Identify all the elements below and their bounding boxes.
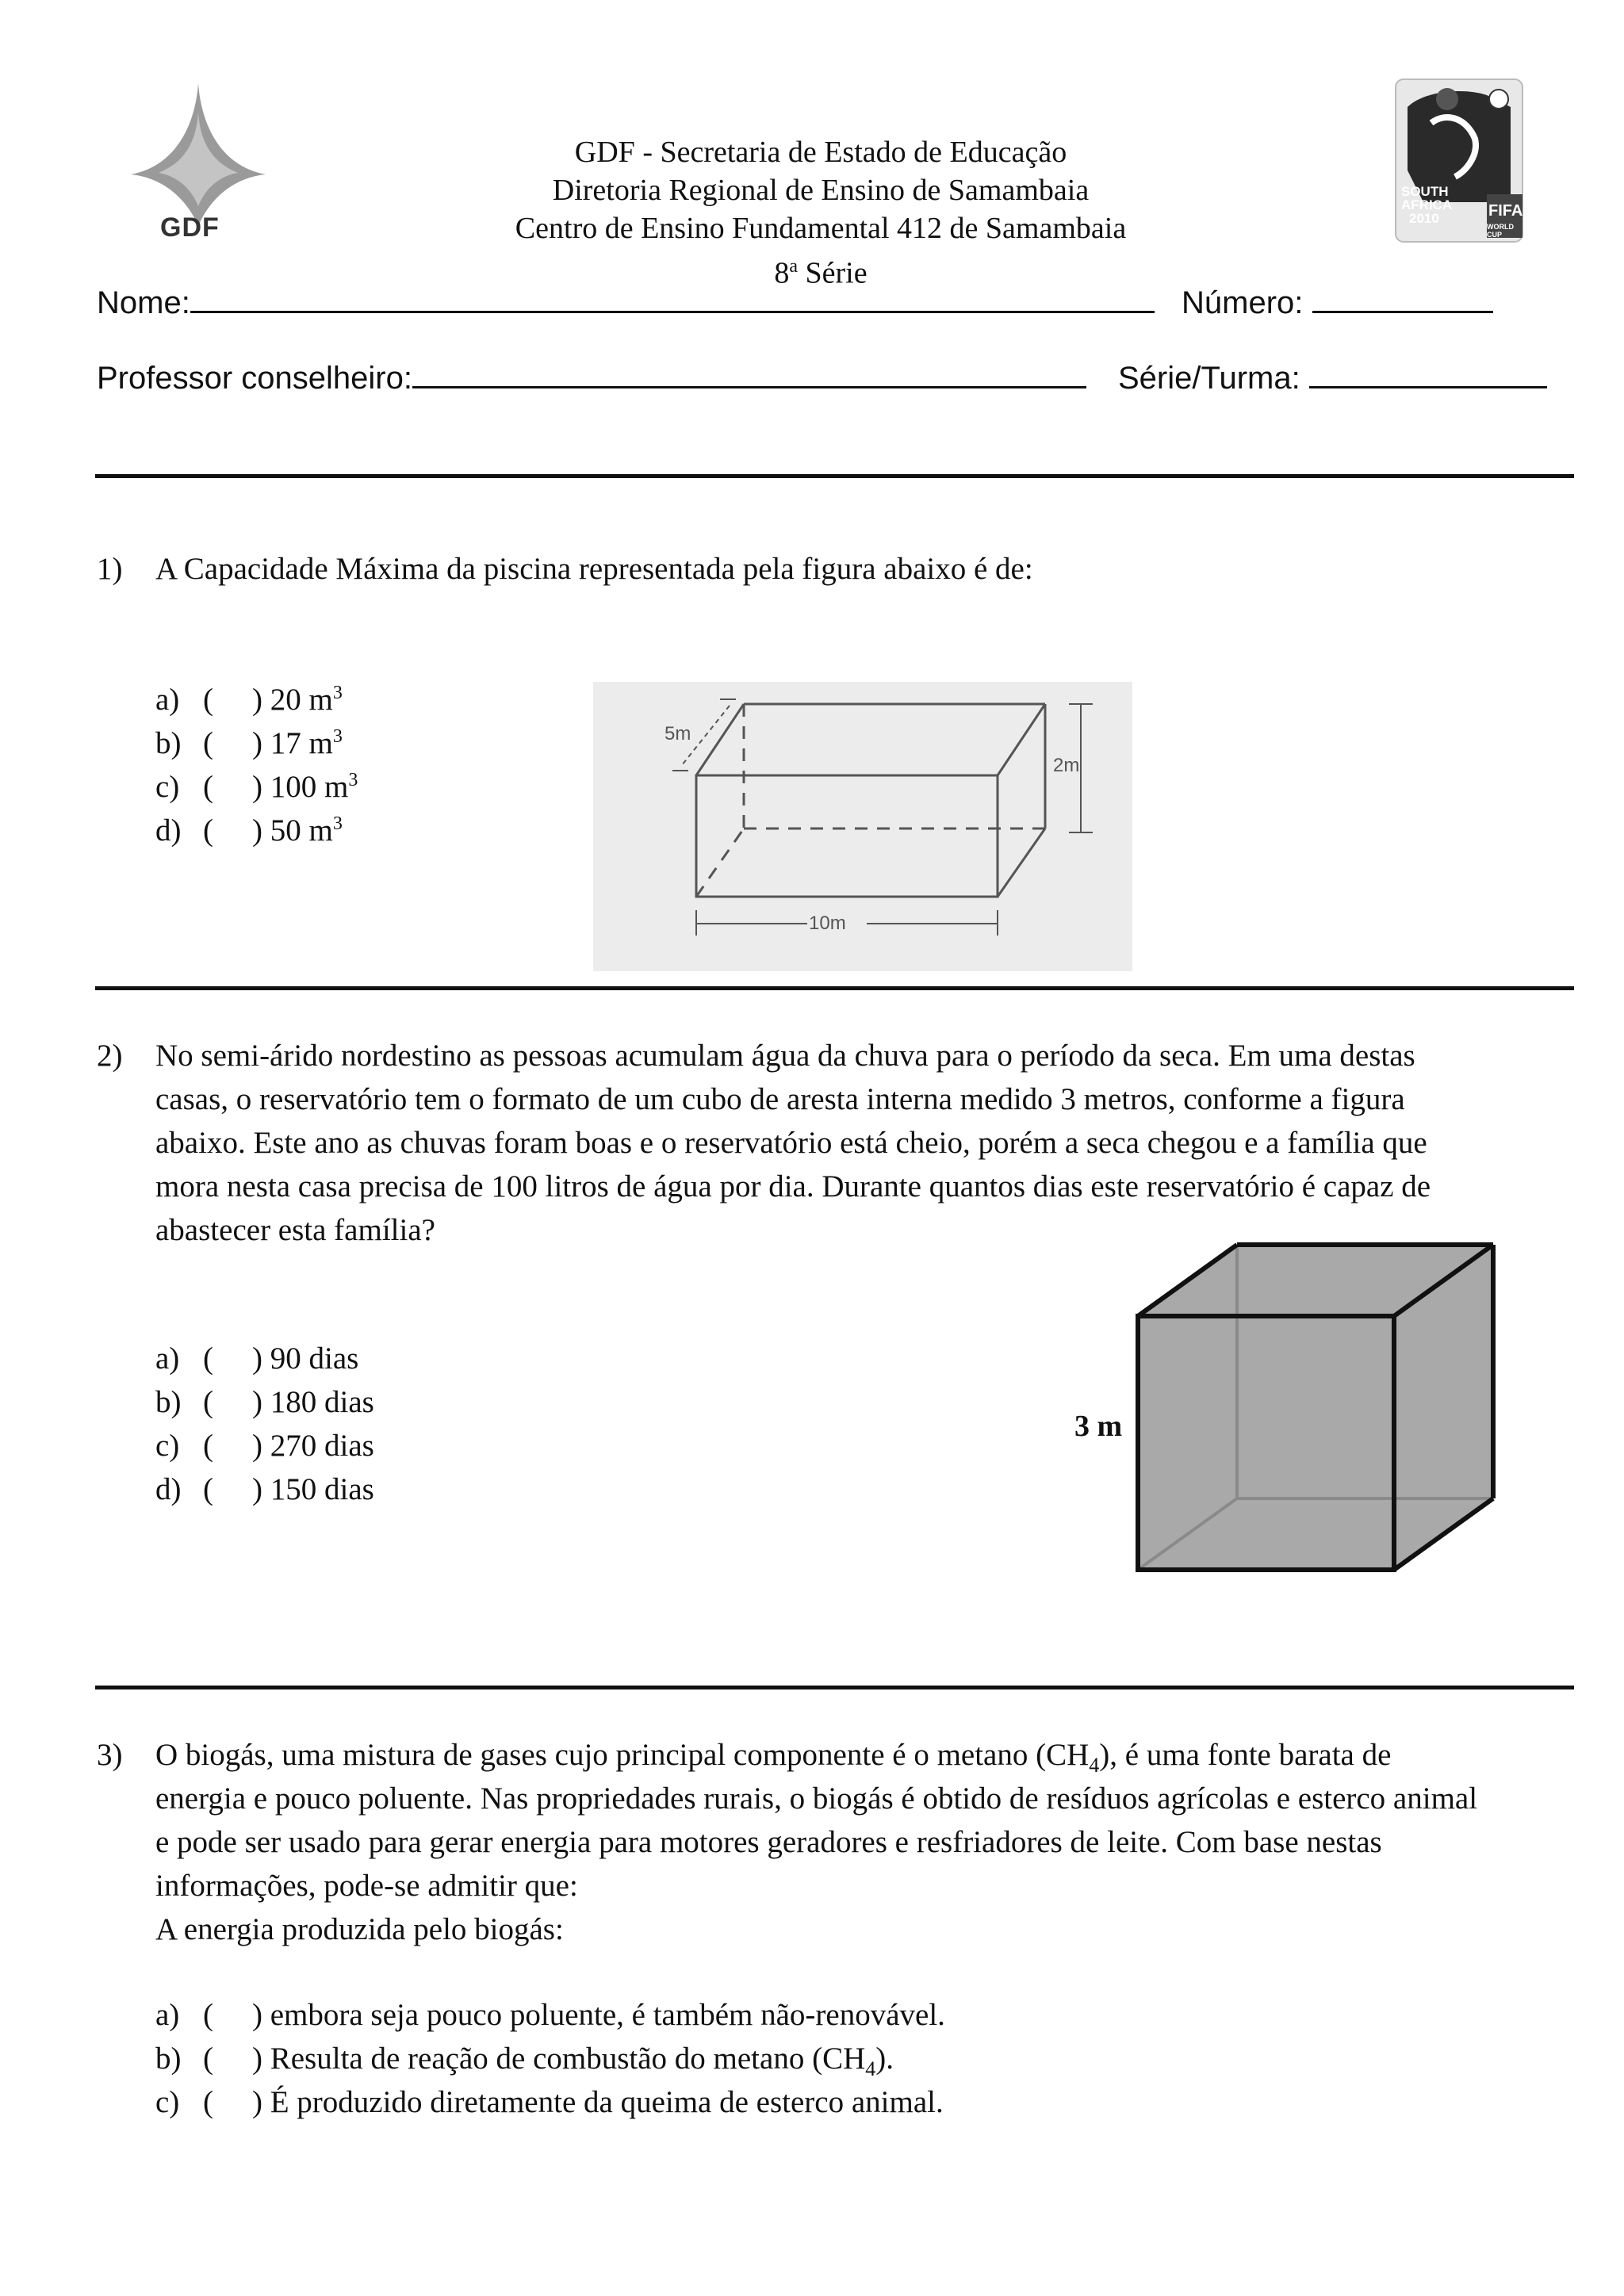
- question-3-line: O biogás, uma mistura de gases cujo principal componente é o metano $(CH_4)$, é uma fonte barata de: [155, 1738, 1392, 1777]
- fifa-logo-text-1: SOUTH: [1401, 184, 1449, 199]
- fifa-logo-text-2: AFRICA: [1401, 197, 1453, 212]
- question-1-option-a[interactable]: a) ( ) 20 $m^3$: [155, 683, 343, 717]
- question-2-line: mora nesta casa precisa de 100 litros de água por dia. Durante quantos dias este reservatório é capaz de: [155, 1169, 1431, 1203]
- question-2-option-a[interactable]: a) ( ) 90 dias: [155, 1341, 359, 1376]
- question-3-number: 3): [97, 1738, 123, 1772]
- header-line-4: 8$^a$ Série: [774, 256, 868, 290]
- question-2-option-c[interactable]: c) ( ) 270 dias: [155, 1429, 374, 1463]
- fifa-logo-text-3: 2010: [1409, 211, 1439, 226]
- numero-input-line[interactable]: [1312, 287, 1493, 313]
- cube-figure: [1074, 1241, 1499, 1574]
- question-2-line: casas, o reservatório tem o formato de um cubo de aresta interna medido 3 metros, conforme a figura: [155, 1082, 1405, 1116]
- question-3-option-b[interactable]: b) ( ) Resulta de reação de combustão do metano $(CH_4)$.: [155, 2042, 894, 2080]
- question-2-option-d[interactable]: d) ( ) 150 dias: [155, 1472, 374, 1506]
- pool-length-label: 10m: [809, 913, 846, 934]
- serie-turma-input-line[interactable]: [1309, 362, 1547, 388]
- question-1-number: 1): [97, 552, 123, 586]
- pool-height-label: 2m: [1053, 755, 1080, 776]
- question-2-line: abaixo. Este ano as chuvas foram boas e o reservatório está cheio, porém a seca chegou e a família que: [155, 1126, 1427, 1160]
- question-1-option-b[interactable]: b) ( ) 17 $m^3$: [155, 726, 343, 760]
- question-3-text: [155, 1733, 1575, 1951]
- question-3-option-c[interactable]: c) ( ) É produzido diretamente da queima de esterco animal.: [155, 2085, 944, 2119]
- question-3-line: A energia produzida pelo biogás:: [155, 1912, 564, 1946]
- numero-row: [1182, 285, 1493, 321]
- pool-depth-label: 5m: [665, 723, 691, 744]
- serie-turma-row: [1118, 361, 1547, 396]
- question-2-number: 2): [97, 1039, 123, 1073]
- question-2-text: [155, 1034, 1575, 1252]
- numero-label: Número:: [1182, 285, 1304, 320]
- professor-input-line[interactable]: [412, 362, 1086, 388]
- question-2-line: No semi-árido nordestino as pessoas acumulam água da chuva para o período da seca. Em uma destas: [155, 1039, 1415, 1073]
- question-3-line: energia e pouco poluente. Nas propriedades rurais, o biogás é obtido de resíduos agrícolas e esterco animal: [155, 1781, 1478, 1816]
- serie-turma-label: Série/Turma:: [1118, 361, 1300, 396]
- question-3-line: e pode ser usado para gerar energia para motores geradores e resfriadores de leite. Com base nestas: [155, 1825, 1382, 1859]
- nome-label: Nome:: [97, 285, 190, 320]
- nome-input-line[interactable]: [190, 287, 1155, 313]
- header-line-3: Centro de Ensino Fundamental 412 de Samambaia: [515, 212, 1127, 245]
- question-3-option-a[interactable]: a) ( ) embora seja pouco poluente, é também não-renovável.: [155, 1998, 945, 2032]
- professor-row: [97, 361, 1086, 396]
- question-1-text: A Capacidade Máxima da piscina representada pela figura abaixo é de:: [155, 552, 1033, 586]
- header-line-1: GDF - Secretaria de Estado de Educação: [574, 136, 1067, 169]
- question-2-options: [155, 1337, 374, 1511]
- divider: [95, 986, 1574, 990]
- fifa-logo-text-5: WORLD CUP: [1487, 223, 1514, 239]
- pool-figure: [593, 682, 1132, 971]
- question-3-line: informações, pode-se admitir que:: [155, 1869, 578, 1903]
- question-2-line: abastecer esta família?: [155, 1213, 435, 1247]
- cube-edge-label: 3 m: [1074, 1410, 1123, 1443]
- gdf-logo-text: GDF: [160, 212, 220, 243]
- question-1-options: [155, 678, 358, 852]
- question-3-options: [155, 1993, 945, 2124]
- question-2-option-b[interactable]: b) ( ) 180 dias: [155, 1385, 374, 1419]
- school-header: [428, 133, 1213, 293]
- fifa-logo-text-4: FIFA: [1488, 202, 1523, 220]
- divider: [95, 474, 1574, 478]
- gdf-logo: [119, 79, 278, 246]
- question-1-option-c[interactable]: c) ( ) 100 $m^3$: [155, 770, 358, 804]
- divider: [95, 1686, 1574, 1689]
- professor-label: Professor conselheiro:: [97, 361, 412, 396]
- nome-row: [97, 285, 1155, 321]
- question-1-option-d[interactable]: d) ( ) 50 $m^3$: [155, 813, 343, 848]
- header-line-2: Diretoria Regional de Ensino de Samambaia: [552, 174, 1090, 207]
- fifa-world-cup-logo: [1392, 75, 1526, 246]
